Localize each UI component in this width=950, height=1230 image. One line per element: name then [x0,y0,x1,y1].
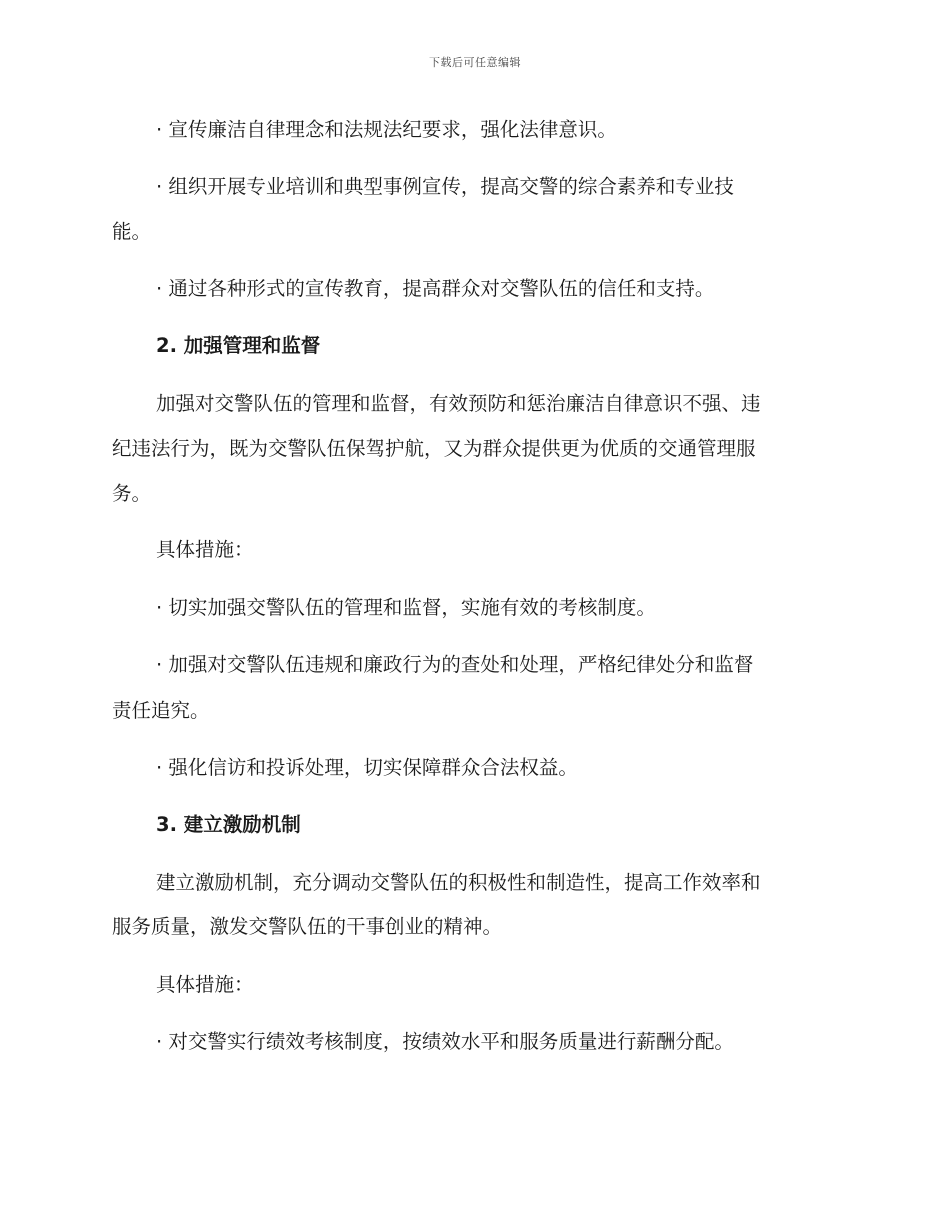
bullet-item: · 对交警实行绩效考核制度，按绩效水平和服务质量进行薪酬分配。 [156,1030,734,1053]
paragraph-line: 服务质量，激发交警队伍的干事创业的精神。 [112,915,503,938]
measures-label: 具体措施： [156,538,254,561]
paragraph-line: 纪违法行为，既为交警队伍保驾护航，又为群众提供更为优质的交通管理服 [112,437,756,460]
bullet-item-continuation: 能。 [112,220,152,243]
section-heading: 2. 加强管理和监督 [156,334,321,357]
bullet-item: · 加强对交警队伍违规和廉政行为的查处和处理，严格纪律处分和监督 [156,653,754,676]
bullet-item-continuation: 责任追究。 [112,699,210,722]
bullet-item: · 切实加强交警队伍的管理和监督，实施有效的考核制度。 [156,596,656,619]
section-heading: 3. 建立激励机制 [156,813,301,836]
bullet-item: · 强化信访和投诉处理，切实保障群众合法权益。 [156,756,578,779]
bullet-item: · 宣传廉洁自律理念和法规法纪要求，强化法律意识。 [156,118,617,141]
paragraph-line: 务。 [112,482,152,505]
bullet-item: · 组织开展专业培训和典型事例宣传，提高交警的综合素养和专业技 [156,175,734,198]
header-note: 下载后可任意编辑 [429,56,521,69]
paragraph-line: 加强对交警队伍的管理和监督，有效预防和惩治廉洁自律意识不强、违 [156,392,761,415]
bullet-item: · 通过各种形式的宣传教育，提高群众对交警队伍的信任和支持。 [156,277,715,300]
paragraph-line: 建立激励机制，充分调动交警队伍的积极性和制造性，提高工作效率和 [156,871,761,894]
measures-label: 具体措施： [156,973,254,996]
